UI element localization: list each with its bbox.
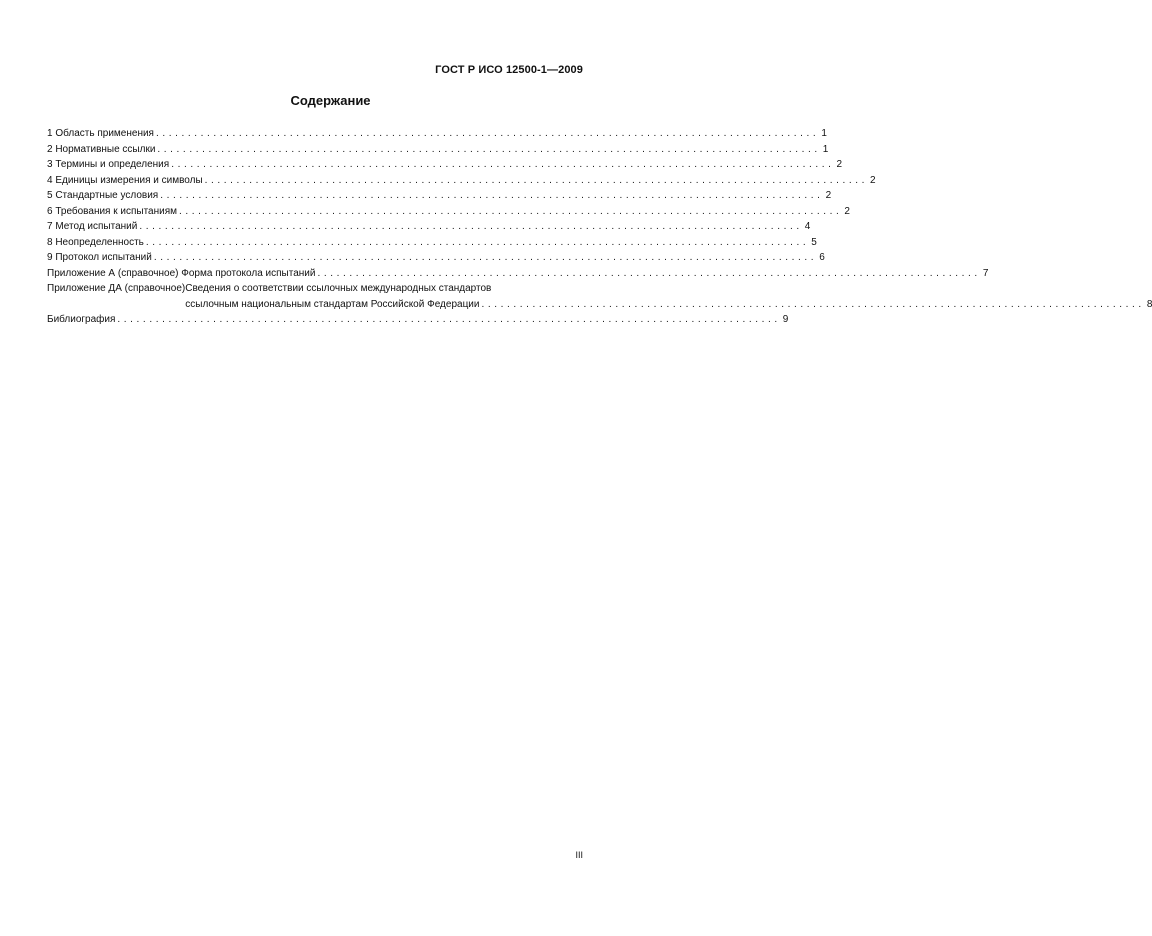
toc-entry[interactable]	[47, 142, 829, 158]
table-of-contents	[47, 126, 1152, 328]
toc-entry[interactable]	[47, 250, 825, 266]
toc-entry-label: Приложение А (справочное) Форма протокола испытаний	[47, 267, 316, 279]
toc-entry[interactable]	[47, 235, 817, 251]
toc-entry[interactable]	[47, 173, 876, 189]
toc-entry-label: Библиография	[47, 314, 116, 325]
toc-entry[interactable]	[47, 188, 832, 204]
toc-entry[interactable]	[47, 219, 811, 235]
toc-entry-label-cont: ссылочным национальным стандартам Российской Федерации	[185, 298, 480, 310]
toc-entry-label: 7 Метод испытаний	[47, 221, 138, 232]
toc-entry-page: 7	[982, 267, 989, 279]
toc-entry-page: 4	[804, 221, 811, 232]
toc-entry-label: 5 Стандартные условия	[47, 190, 159, 201]
toc-entry-label: 6 Требования к испытаниям	[47, 205, 178, 217]
toc-entry-label: 2 Нормативные ссылки	[47, 143, 156, 155]
toc-entry-page: 2	[870, 174, 876, 186]
toc-entry-label: Сведения о соответствии ссылочных международных стандартов	[185, 283, 492, 294]
toc-entry-label: 4 Единицы измерения и символы	[47, 174, 203, 186]
toc-entry-page: 2	[844, 205, 850, 217]
toc-entry-page: 1	[822, 143, 829, 155]
toc-leader-dots: ........................................................................................................	[145, 236, 810, 248]
toc-leader-dots: ........................................................................................................	[160, 190, 824, 201]
toc-leader-dots: ........................................................................................................	[171, 159, 835, 170]
toc-leader-dots: ........................................................................................................	[153, 252, 818, 263]
toc-entry[interactable]	[47, 281, 1152, 312]
toc-entry-prefix: Приложение ДА (справочное)	[47, 283, 186, 294]
toc-entry-page: 6	[819, 252, 825, 263]
toc-entry-page: 2	[836, 159, 843, 170]
toc-entry[interactable]	[47, 157, 843, 173]
toc-leader-dots: ........................................................................................................	[157, 143, 821, 155]
toc-entry-page: 9	[782, 314, 789, 325]
toc-entry-page: 1	[821, 128, 827, 139]
toc-leader-dots: ........................................................................................................	[117, 314, 781, 325]
toc-entry-label: 8 Неопределенность	[47, 236, 144, 248]
toc-entry-page: 8	[1146, 298, 1152, 310]
toc-entry-label: 3 Термины и определения	[47, 159, 170, 170]
toc-entry-page: 5	[811, 236, 817, 248]
toc-leader-dots: ........................................................................................................	[481, 298, 1145, 310]
toc-entry[interactable]	[47, 204, 850, 220]
toc-entry-label: 1 Область применения	[47, 128, 154, 139]
toc-entry[interactable]	[47, 266, 989, 282]
toc-leader-dots: ........................................................................................................	[179, 205, 843, 217]
toc-leader-dots: ........................................................................................................	[139, 221, 803, 232]
page-number: III	[575, 850, 583, 860]
toc-leader-dots: ........................................................................................................	[204, 174, 869, 186]
toc-entry-label: 9 Протокол испытаний	[47, 252, 152, 263]
toc-entry[interactable]	[47, 126, 827, 142]
toc-entry-page: 2	[825, 190, 832, 201]
toc-leader-dots: ........................................................................................................	[155, 128, 820, 139]
toc-entry[interactable]	[47, 312, 789, 328]
toc-title: Содержание	[290, 93, 371, 108]
toc-leader-dots: ........................................................................................................	[317, 267, 981, 279]
document-code: ГОСТ Р ИСО 12500-1—2009	[435, 64, 583, 76]
